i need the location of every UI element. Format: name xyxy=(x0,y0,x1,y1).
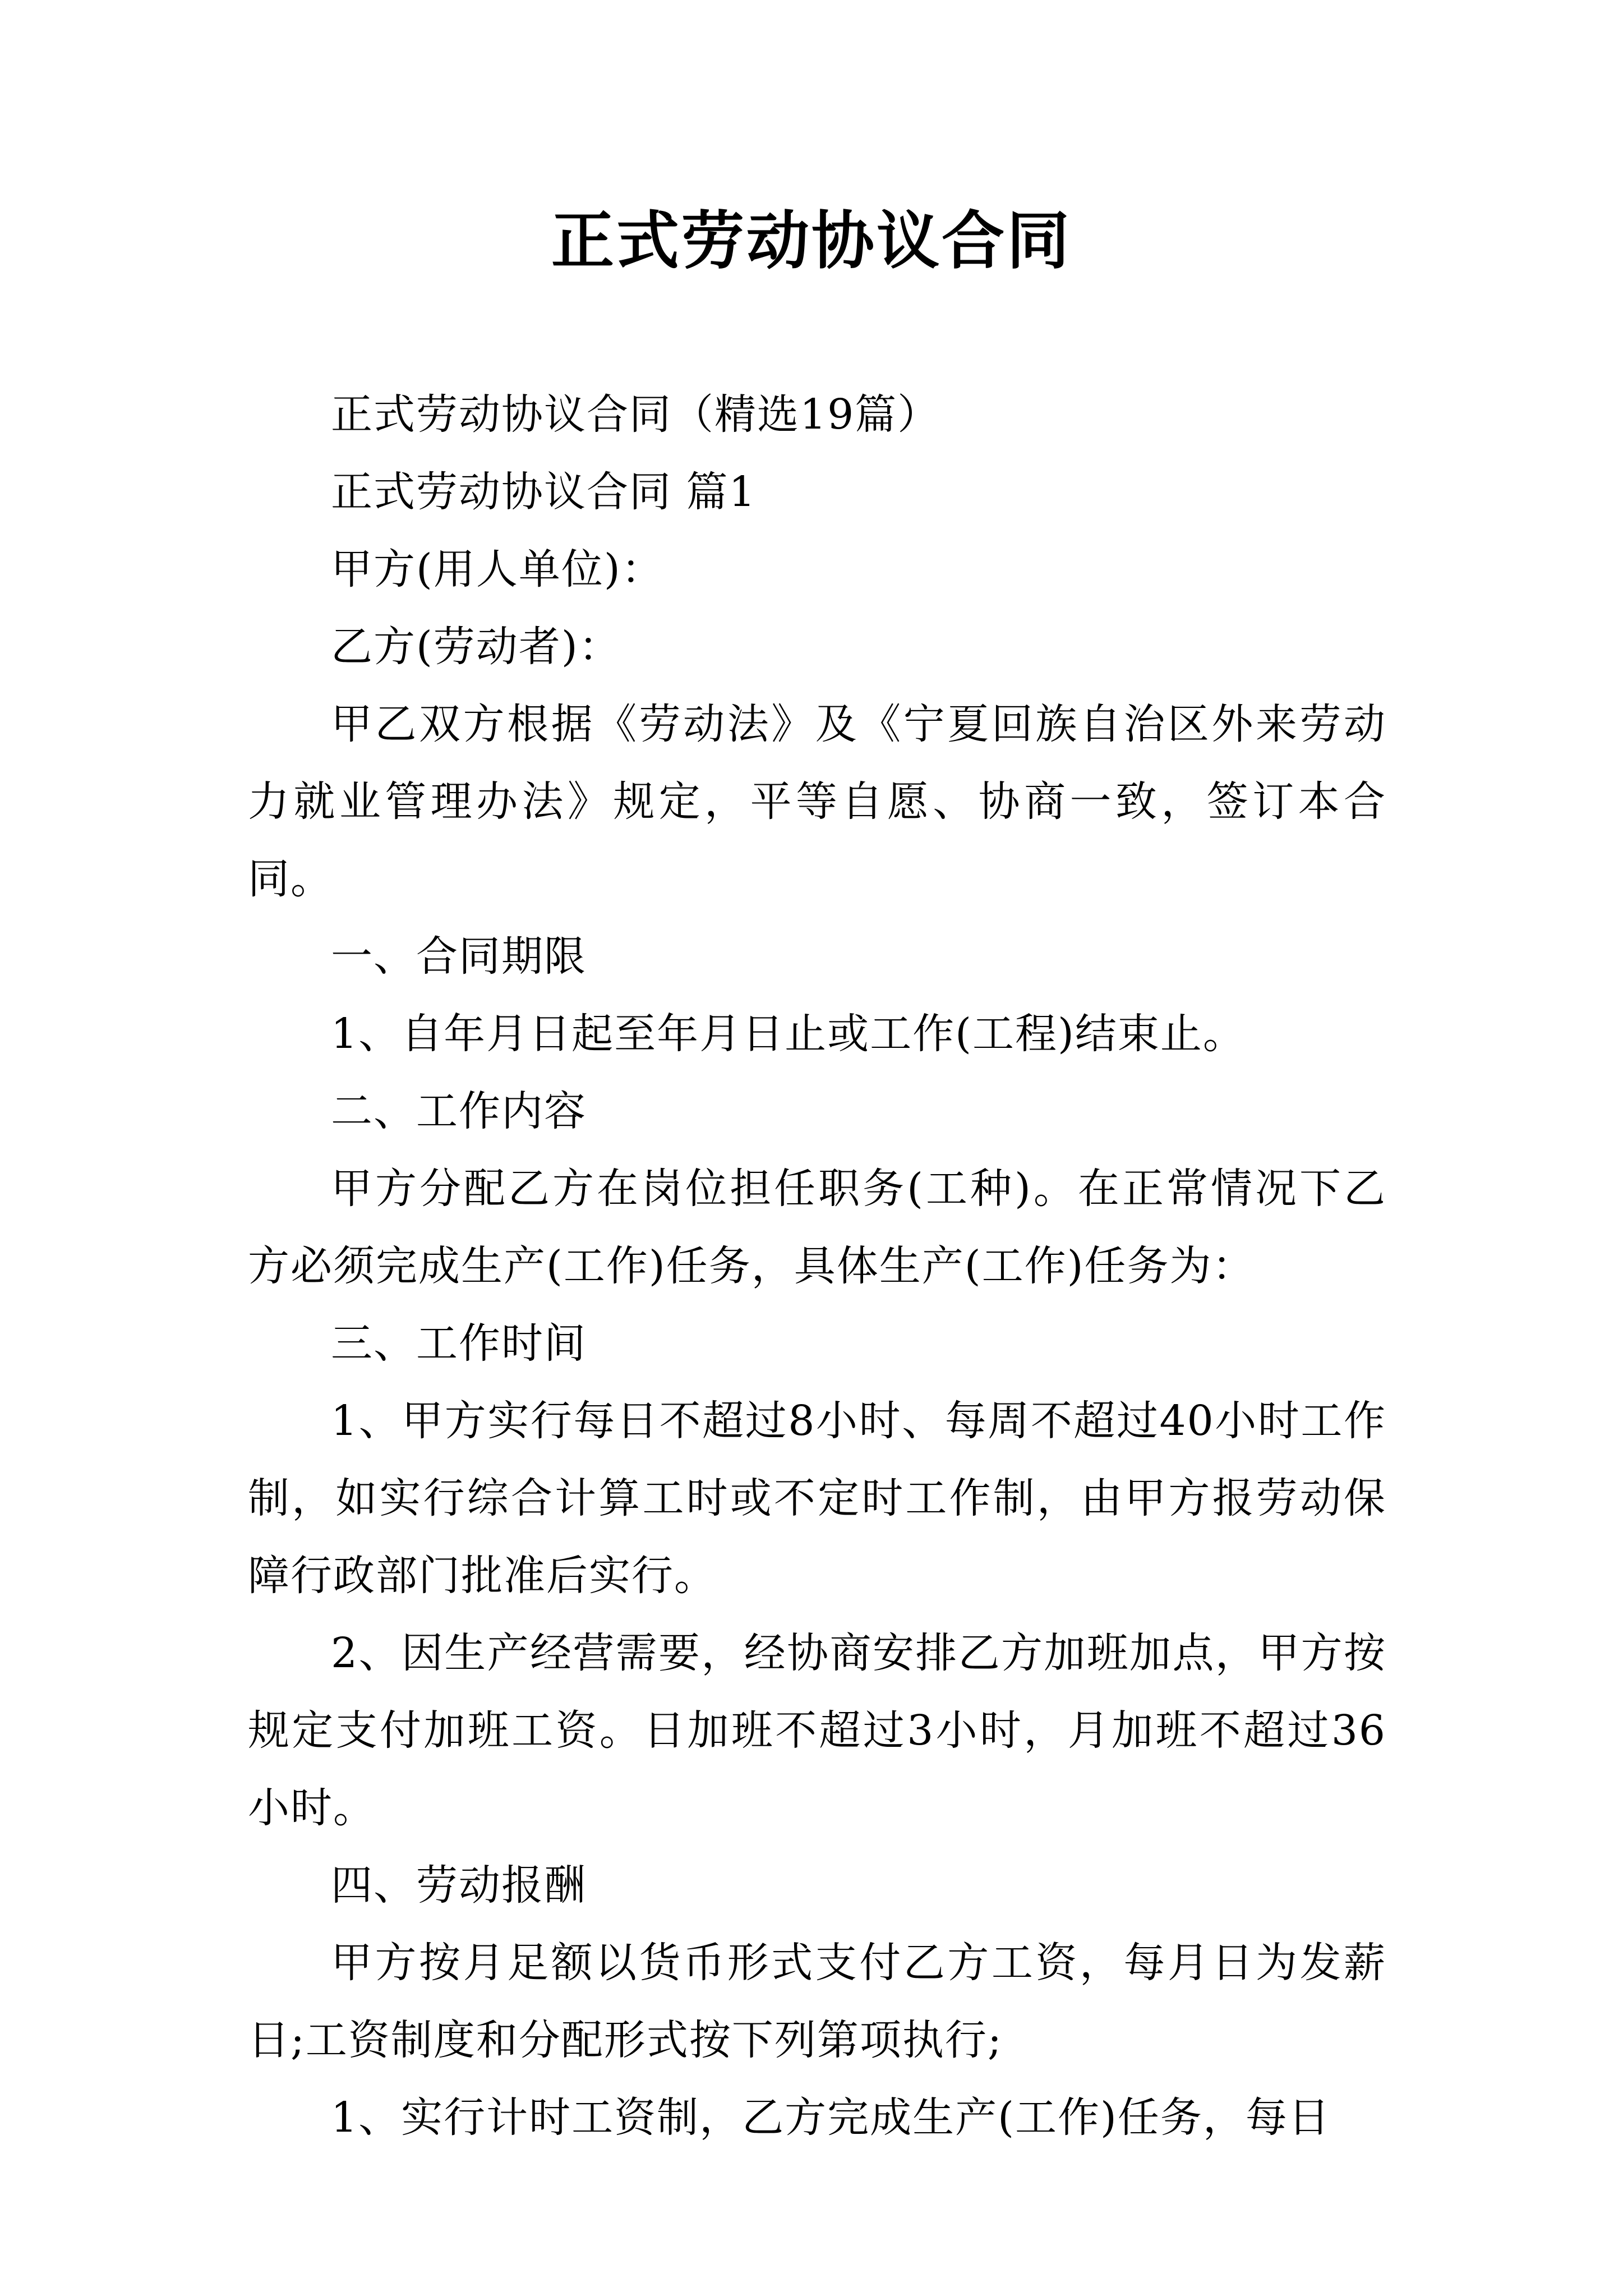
paragraph-heading-term: 一、合同期限 xyxy=(331,932,587,981)
paragraph-term-clause: 1、自年月日起至年月日止或工作(工程)结束止。 xyxy=(331,1010,1246,1058)
paragraph-party-b: 乙方(劳动者)： xyxy=(331,623,621,671)
paragraph-remuneration-1: 1、实行计时工资制，乙方完成生产(工作)任务，每日 xyxy=(331,2093,1331,2142)
document-title: 正式劳动协议合同 xyxy=(551,205,1072,278)
paragraph-heading-work-time: 三、工作时间 xyxy=(331,1319,587,1368)
paragraph-heading-work-content: 二、工作内容 xyxy=(331,1087,587,1135)
paragraph-work-content: 甲方分配乙方在岗位担任职务(工种)。在正常情况下乙方必须完成生产(工作)任务，具体生产(工作)任务为： xyxy=(248,1165,1386,1290)
paragraph-work-time-2: 2、因生产经营需要，经协商安排乙方加班加点，甲方按规定支付加班工资。日加班不超过3小时，月加班不超过36小时。 xyxy=(248,1629,1386,1832)
paragraph-preamble: 甲乙双方根据《劳动法》及《宁夏回族自治区外来劳动力就业管理办法》规定，平等自愿、协商一致，签订本合同。 xyxy=(248,700,1386,903)
paragraph-remuneration: 甲方按月足额以货币形式支付乙方工资，每月日为发薪日;工资制度和分配形式按下列第项执行; xyxy=(248,1939,1386,2064)
paragraph-work-time-1: 1、甲方实行每日不超过8小时、每周不超过40小时工作制，如实行综合计算工时或不定时工作制，由甲方报劳动保障行政部门批准后实行。 xyxy=(248,1397,1386,1600)
paragraph-party-a: 甲方(用人单位)： xyxy=(331,545,664,593)
document-body xyxy=(248,376,1386,2156)
paragraph-heading-remuneration: 四、劳动报酬 xyxy=(331,1861,587,1910)
paragraph-section-heading: 正式劳动协议合同 篇1 xyxy=(331,468,757,516)
paragraph-subtitle: 正式劳动协议合同（精选19篇） xyxy=(331,390,940,439)
